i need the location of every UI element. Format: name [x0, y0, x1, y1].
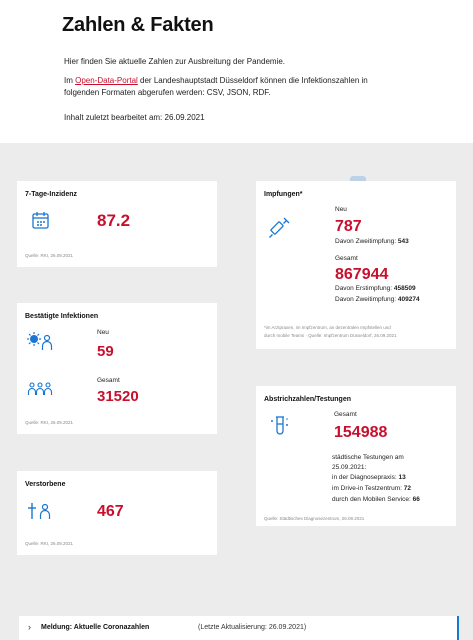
incidence-heading: 7-Tage-Inzidenz — [25, 191, 77, 198]
deaths-heading: Verstorbene — [25, 481, 66, 488]
tests-line1: städtische Testungen am — [332, 454, 404, 461]
tests-practice: in der Diagnosepraxis: 13 — [332, 474, 406, 481]
cross-person-icon — [27, 502, 53, 520]
vaccinations-total-first: Davon Erstimpfung: 458509 — [335, 285, 416, 292]
tests-source: Quelle: Städtisches Diagnosezentrum, 26.09.2021 — [264, 516, 365, 521]
tests-line2: 25.09.2021: — [332, 464, 367, 471]
tests-total-value: 154988 — [334, 424, 388, 441]
portal-text — [64, 75, 424, 99]
incidence-card — [17, 181, 217, 267]
chevron-right-icon: › — [28, 622, 31, 632]
portal-formats: folgenden Formaten abgerufen werden: CSV, JSON, RDF. — [64, 88, 271, 97]
tests-drivein: im Drive-in Testzentrum: 72 — [332, 485, 411, 492]
vaccinations-heading: Impfungen* — [264, 191, 303, 198]
test-tube-icon — [270, 415, 290, 437]
tests-total-label: Gesamt — [334, 411, 357, 418]
infections-card — [17, 303, 217, 434]
vaccinations-new-value: 787 — [335, 218, 362, 235]
accordion-title: Meldung: Aktuelle Coronazahlen — [41, 624, 150, 631]
tests-card — [256, 386, 456, 526]
infections-new-label: Neu — [97, 329, 109, 336]
last-updated: Inhalt zuletzt bearbeitet am: 26.09.2021 — [64, 113, 205, 122]
open-data-portal-link[interactable]: Open-Data-Portal — [75, 76, 138, 85]
vaccinations-footnote-1: *im Arztpraxen, im Impfzentrum, an dezentralen Impfstellen und — [264, 325, 391, 330]
tests-heading: Abstrichzahlen/Testungen — [264, 396, 351, 403]
virus-person-icon — [27, 331, 53, 351]
infections-total-label: Gesamt — [97, 377, 120, 384]
intro-text: Hier finden Sie aktuelle Zahlen zur Ausbreitung der Pandemie. — [64, 57, 286, 66]
tests-mobile: durch den Mobilen Service: 66 — [332, 496, 420, 503]
deaths-card — [17, 471, 217, 555]
vaccinations-footnote-2: durch mobile Teams · Quelle: Impfzentrum Düsseldorf, 26.09.2021 — [264, 333, 397, 338]
incidence-source: Quelle: RKI, 26.09.2021 — [25, 253, 74, 258]
vaccinations-total-value: 867944 — [335, 266, 389, 283]
incidence-value: 87.2 — [97, 211, 131, 230]
vaccinations-new-label: Neu — [335, 206, 347, 213]
infections-total-value: 31520 — [97, 388, 139, 405]
page-title: Zahlen & Fakten — [62, 14, 214, 36]
syringe-icon — [268, 215, 292, 239]
deaths-source: Quelle: RKI, 26.09.2021 — [25, 541, 74, 546]
deaths-value: 467 — [97, 503, 124, 520]
corona-news-accordion[interactable] — [19, 616, 459, 640]
vaccinations-total-second: Davon Zweitimpfung: 409274 — [335, 296, 420, 303]
portal-suffix: der Landeshauptstadt Düsseldorf können die Infektionszahlen in — [137, 76, 368, 85]
vaccinations-total-label: Gesamt — [335, 255, 358, 262]
infections-new-value: 59 — [97, 343, 114, 360]
infections-source: Quelle: RKI, 26.09.2021 — [25, 420, 74, 425]
accordion-subtitle: (Letzte Aktualisierung: 26.09.2021) — [198, 624, 307, 631]
infections-heading: Bestätigte Infektionen — [25, 313, 99, 320]
calendar-icon — [31, 211, 51, 231]
intro-section — [0, 0, 473, 143]
portal-prefix: Im — [64, 76, 76, 85]
vaccinations-new-second: Davon Zweitimpfung: 543 — [335, 238, 409, 245]
group-icon — [27, 381, 53, 397]
vaccinations-card — [256, 181, 456, 349]
